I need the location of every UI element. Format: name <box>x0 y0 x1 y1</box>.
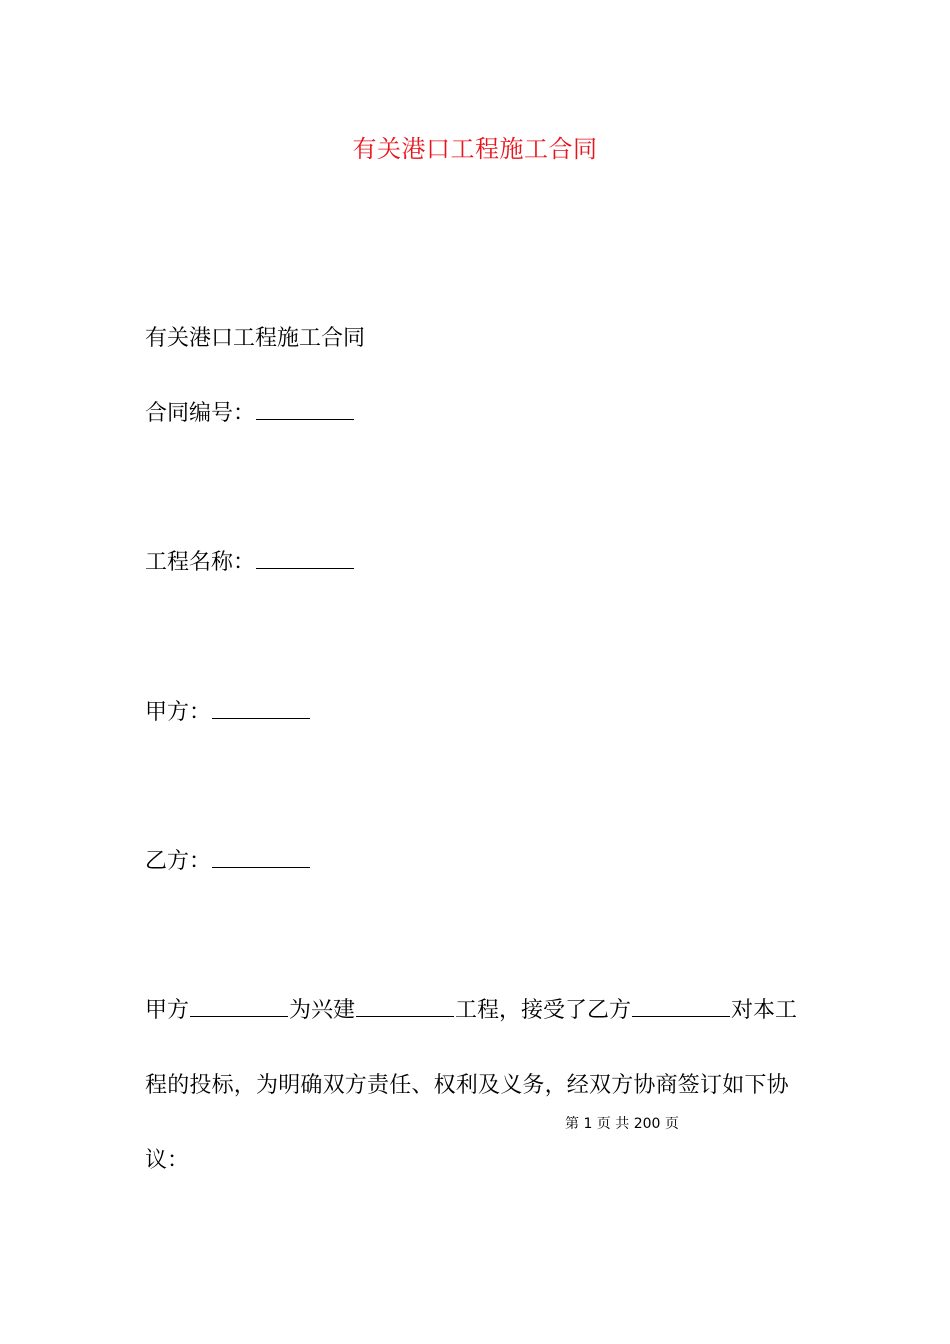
project-name-label: 工程名称： <box>145 550 256 575</box>
paragraph-text: 甲方 <box>145 998 190 1023</box>
paragraph-text: 对本工 <box>731 998 798 1023</box>
party-b-blank <box>212 847 310 868</box>
project-inline-blank <box>356 996 454 1017</box>
project-name-blank <box>256 548 354 569</box>
party-b-inline-blank <box>632 996 730 1017</box>
page-number-footer: 第 1 页 共 200 页 <box>565 1116 679 1132</box>
paragraph-text: 为兴建 <box>289 998 356 1023</box>
party-a-inline-blank <box>190 996 288 1017</box>
party-a-label: 甲方： <box>145 700 212 725</box>
party-b-field <box>145 847 311 877</box>
paragraph-line-3: 议： <box>145 1148 190 1173</box>
party-a-field <box>145 698 311 728</box>
contract-number-blank <box>256 399 354 420</box>
paragraph-line-2: 程的投标，为明确双方责任、权利及义务，经双方协商签订如下协 <box>145 1073 789 1098</box>
party-a-blank <box>212 698 310 719</box>
contract-number-field <box>145 399 355 429</box>
contract-heading: 有关港口工程施工合同 <box>145 326 366 351</box>
contract-number-label: 合同编号： <box>145 401 256 426</box>
paragraph-line-1 <box>145 996 797 1026</box>
paragraph-text: 工程，接受了乙方 <box>455 998 632 1023</box>
document-title: 有关港口工程施工合同 <box>352 135 598 163</box>
project-name-field <box>145 548 355 578</box>
party-b-label: 乙方： <box>145 849 212 874</box>
